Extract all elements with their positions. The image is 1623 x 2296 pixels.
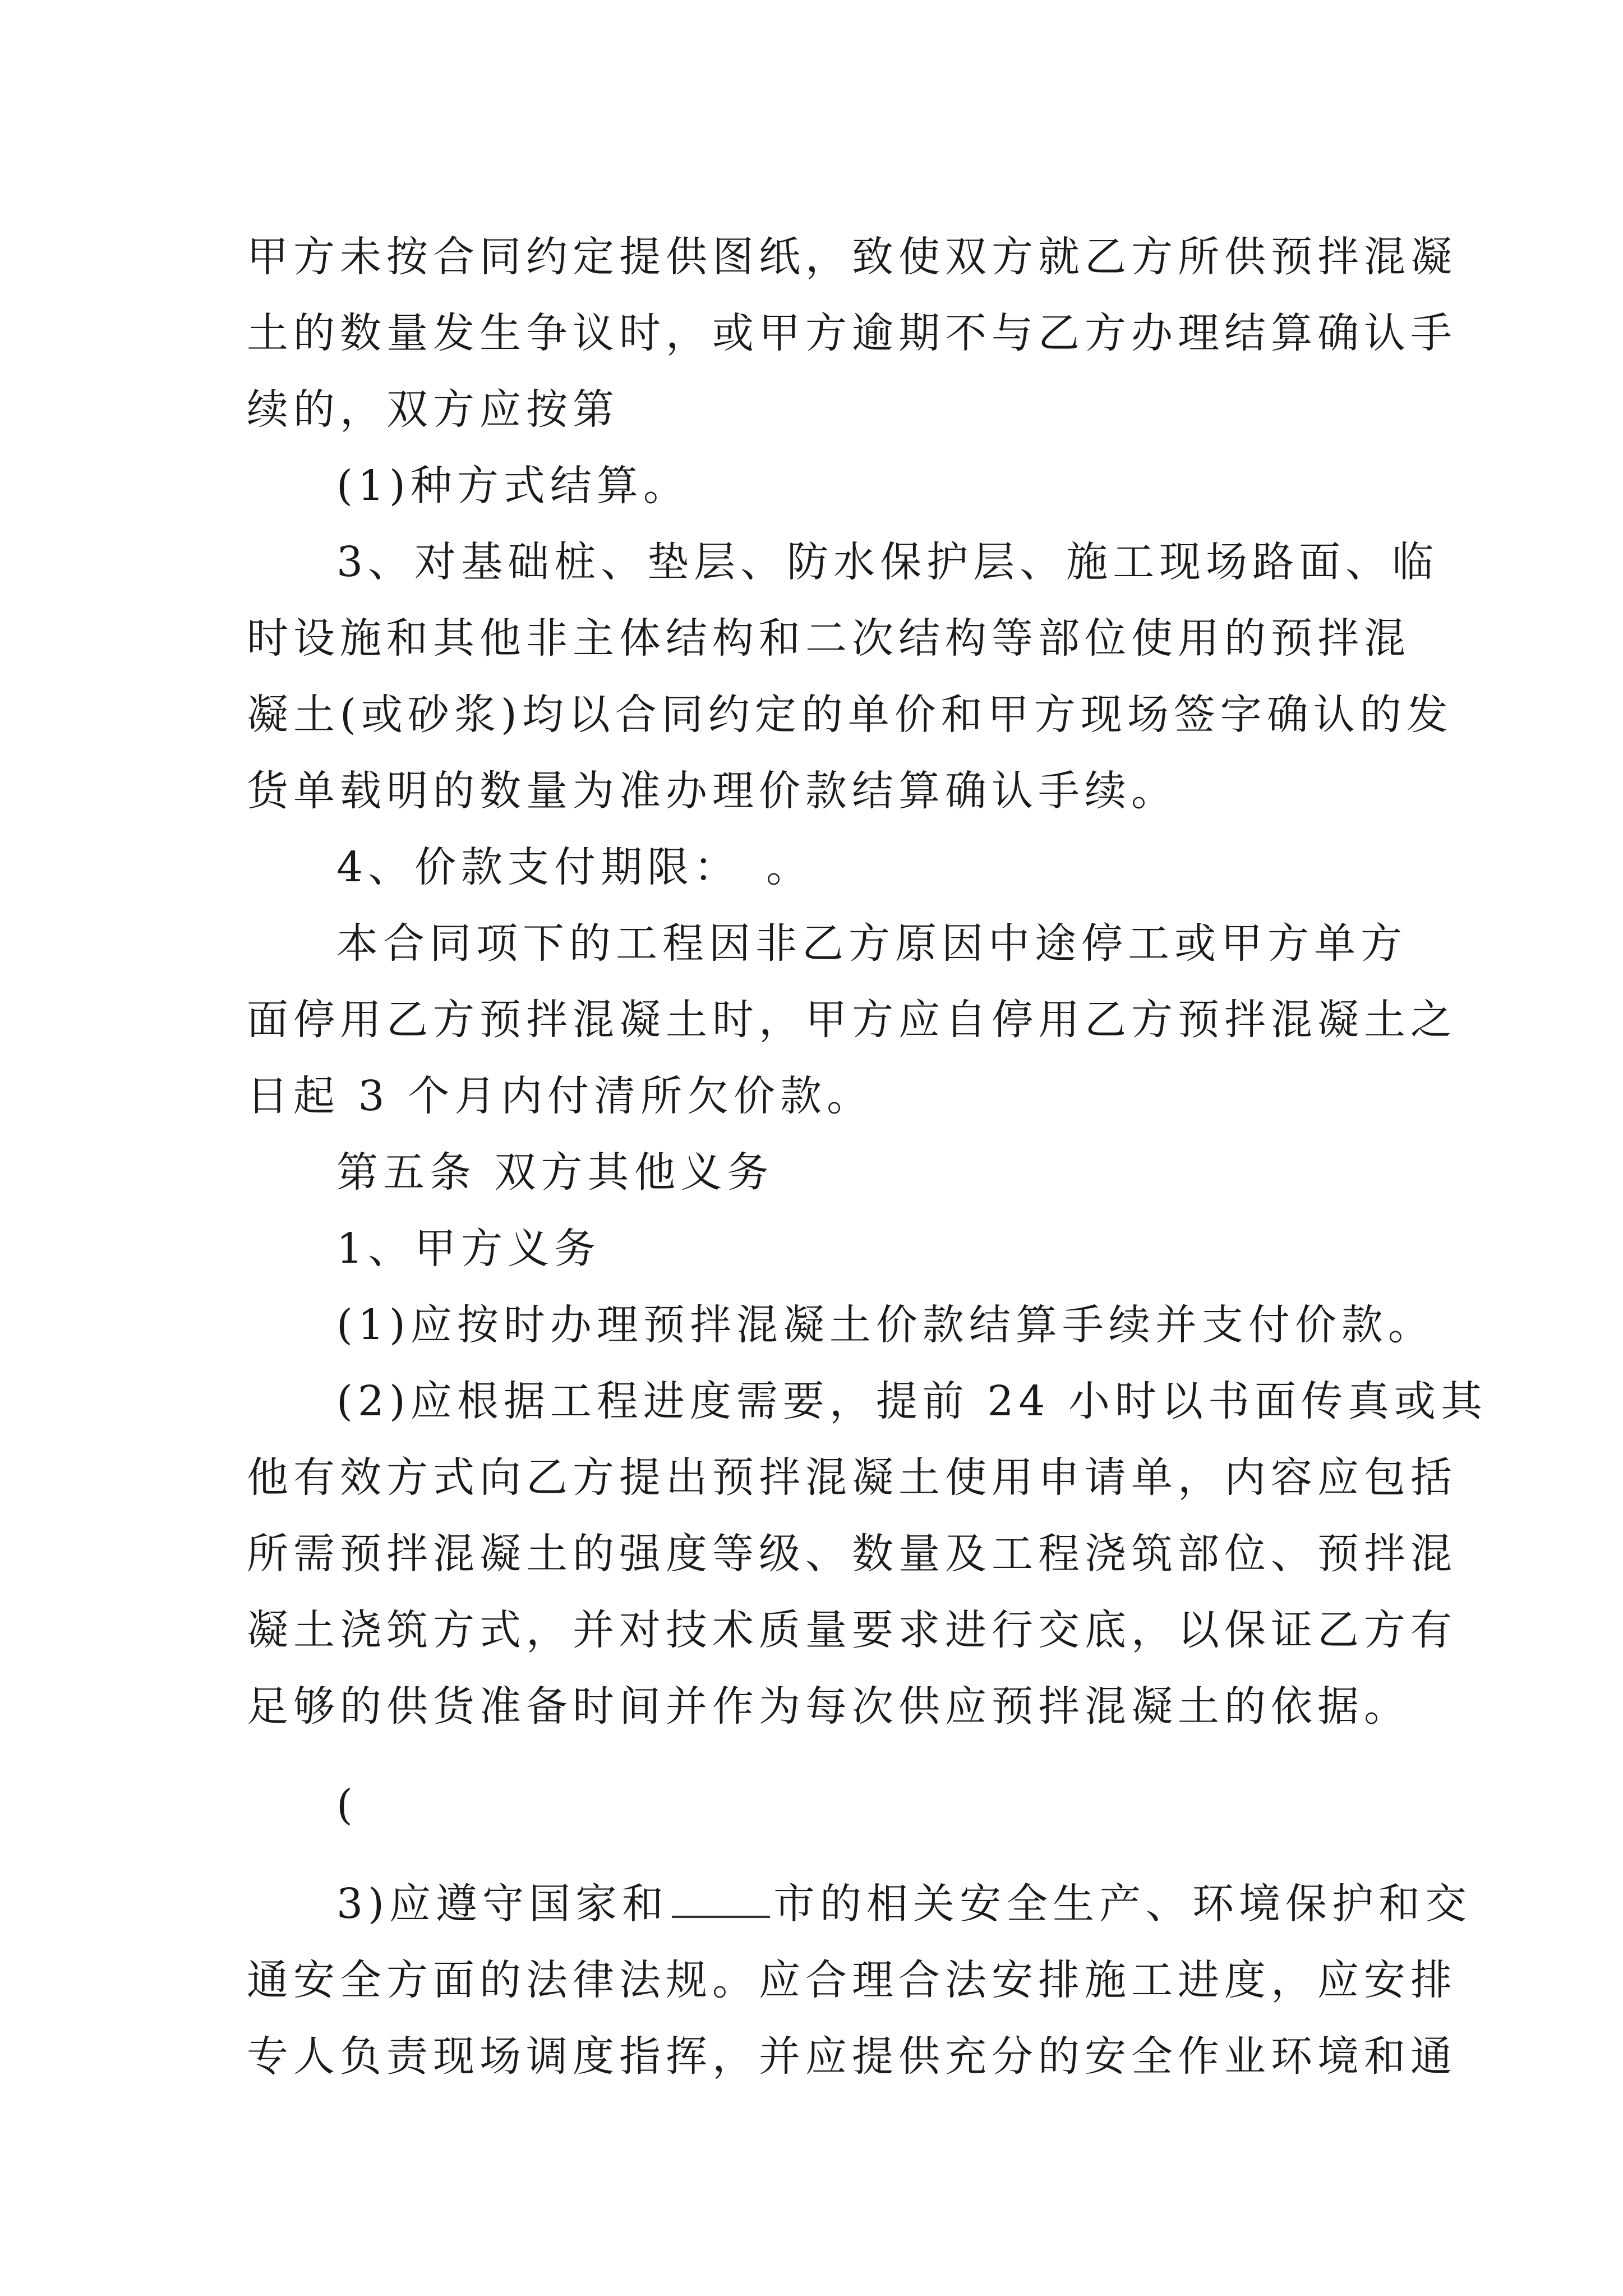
- text-line: 他有效方式向乙方提出预拌混凝土使用申请单，内容应包括: [247, 1453, 1457, 1502]
- text-line: (: [336, 1781, 358, 1829]
- text-line: 1、甲方义务: [336, 1225, 601, 1273]
- text-line: 4、价款支付期限： 。: [336, 843, 813, 891]
- text-line: 时设施和其他非主体结构和二次结构等部位使用的预拌混: [247, 614, 1410, 662]
- text-line: 凝土(或砂浆)均以合同约定的单价和甲方现场签字确认的发: [247, 691, 1453, 739]
- text-line: (2)应根据工程进度需要，提前 24 小时以书面传真或其: [336, 1377, 1488, 1425]
- spacer: [247, 1843, 1385, 1866]
- section-heading: 第五条 双方其他义务: [336, 1148, 774, 1197]
- text-line: 通安全方面的法律法规。应合理合法安排施工进度，应安排: [247, 1956, 1457, 2004]
- text-line: 3、对基础桩、垫层、防水保护层、施工现场路面、临: [336, 538, 1439, 586]
- text-line: (1)种方式结算。: [336, 462, 690, 510]
- text-line-with-blank: [247, 1866, 1472, 1942]
- text-line: 货单载明的数量为准办理价款结算确认手续。: [247, 767, 1178, 815]
- text-line: 甲方未按合同约定提供图纸，致使双方就乙方所供预拌混凝: [247, 233, 1457, 281]
- text-segment: 市的相关安全生产、环境保护和交: [773, 1880, 1472, 1928]
- text-line: 日起 3 个月内付清所欠价款。: [247, 1072, 874, 1120]
- text-line: 面停用乙方预拌混凝土时，甲方应自停用乙方预拌混凝土之: [247, 996, 1457, 1044]
- text-segment: 3)应遵守国家和: [336, 1880, 668, 1928]
- text-line: 足够的供货准备时间并作为每次供应预拌混凝土的依据。: [247, 1682, 1410, 1731]
- text-line: 本合同项下的工程因非乙方原因中途停工或甲方单方: [336, 919, 1407, 968]
- fill-in-blank: [672, 1882, 770, 1918]
- text-line: 专人负责现场调度指挥，并应提供充分的安全作业环境和通: [247, 2032, 1457, 2081]
- text-line: 凝土浇筑方式，并对技术质量要求进行交底，以保证乙方有: [247, 1606, 1457, 1654]
- text-line: (1)应按时办理预拌混凝土价款结算手续并支付价款。: [336, 1301, 1435, 1349]
- spacer: [247, 1745, 1385, 1767]
- document-body: [247, 219, 1488, 2095]
- text-line: 续的，双方应按第: [247, 385, 619, 434]
- text-line: 所需预拌混凝土的强度等级、数量及工程浇筑部位、预拌混: [247, 1530, 1457, 1578]
- text-line: 土的数量发生争议时，或甲方逾期不与乙方办理结算确认手: [247, 309, 1457, 357]
